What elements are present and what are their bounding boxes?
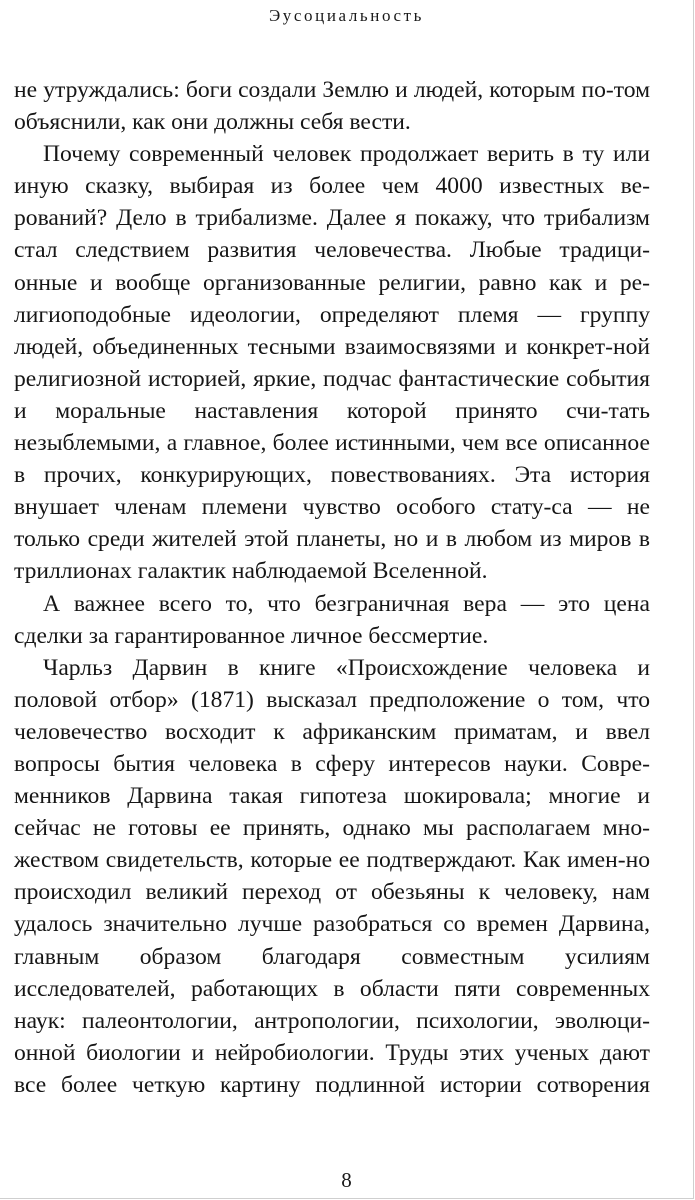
running-title: Эусоциальность — [268, 6, 425, 25]
paragraph-2: Почему современный человек продолжает верить в ту или иную сказку, выбирая из более чем 4000 известных ве-рований? Дело в трибализме. Далее я покажу, что трибализм стал следствием развития человечества. Любые традици-онные и вообще организованные религии, равно как и ре-лигиоподобные идеологии, определяют племя — группу людей, объединенных тесными взаимосвязями и конкрет-ной религиозной историей, яркие, подчас фантастические события и моральные наставления которой принято счи-тать незыблемыми, а главное, более истинными, чем все описанное в прочих, конкурирующих, повествованиях. Эта история внушает членам племени чувство особого стату-са — не только среди жителей этой планеты, но и в любом из миров в триллионах галактик наблюдаемой Вселенной. — [14, 141, 650, 585]
page-number: 8 — [341, 1168, 352, 1192]
paragraph-1: не утруждались: боги создали Землю и людей, которым по-том объяснили, как они должны себя вести. — [14, 77, 650, 136]
paragraph-4: Чарльз Дарвин в книге «Происхождение человека и половой отбор» (1871) высказал предположение о том, что человечество восходит к африканским приматам, и ввел вопросы бытия человека в сферу интересов науки. Совре-менников Дарвина такая гипотеза шокировала; многие и сейчас не готовы ее принять, однако мы располагаем мно-жеством свидетельств, которые ее подтверждают. Как имен-но происходил великий переход от обезьяны к человеку, нам удалось значительно лучше разобраться со времен Дарвина, главным образом благодаря совместным усилиям исследователей, работающих в области пяти современных наук: палеонтологии, антропологии, психологии, эволюци-онной биологии и нейробиологии. Труды этих ученых дают все более четкую картину подлинной истории сотворения — [14, 654, 650, 1098]
paragraph-3: А важнее всего то, что безграничная вера — это цена сделки за гарантированное личное бессмертие. — [14, 590, 650, 649]
body-text — [14, 74, 650, 1101]
